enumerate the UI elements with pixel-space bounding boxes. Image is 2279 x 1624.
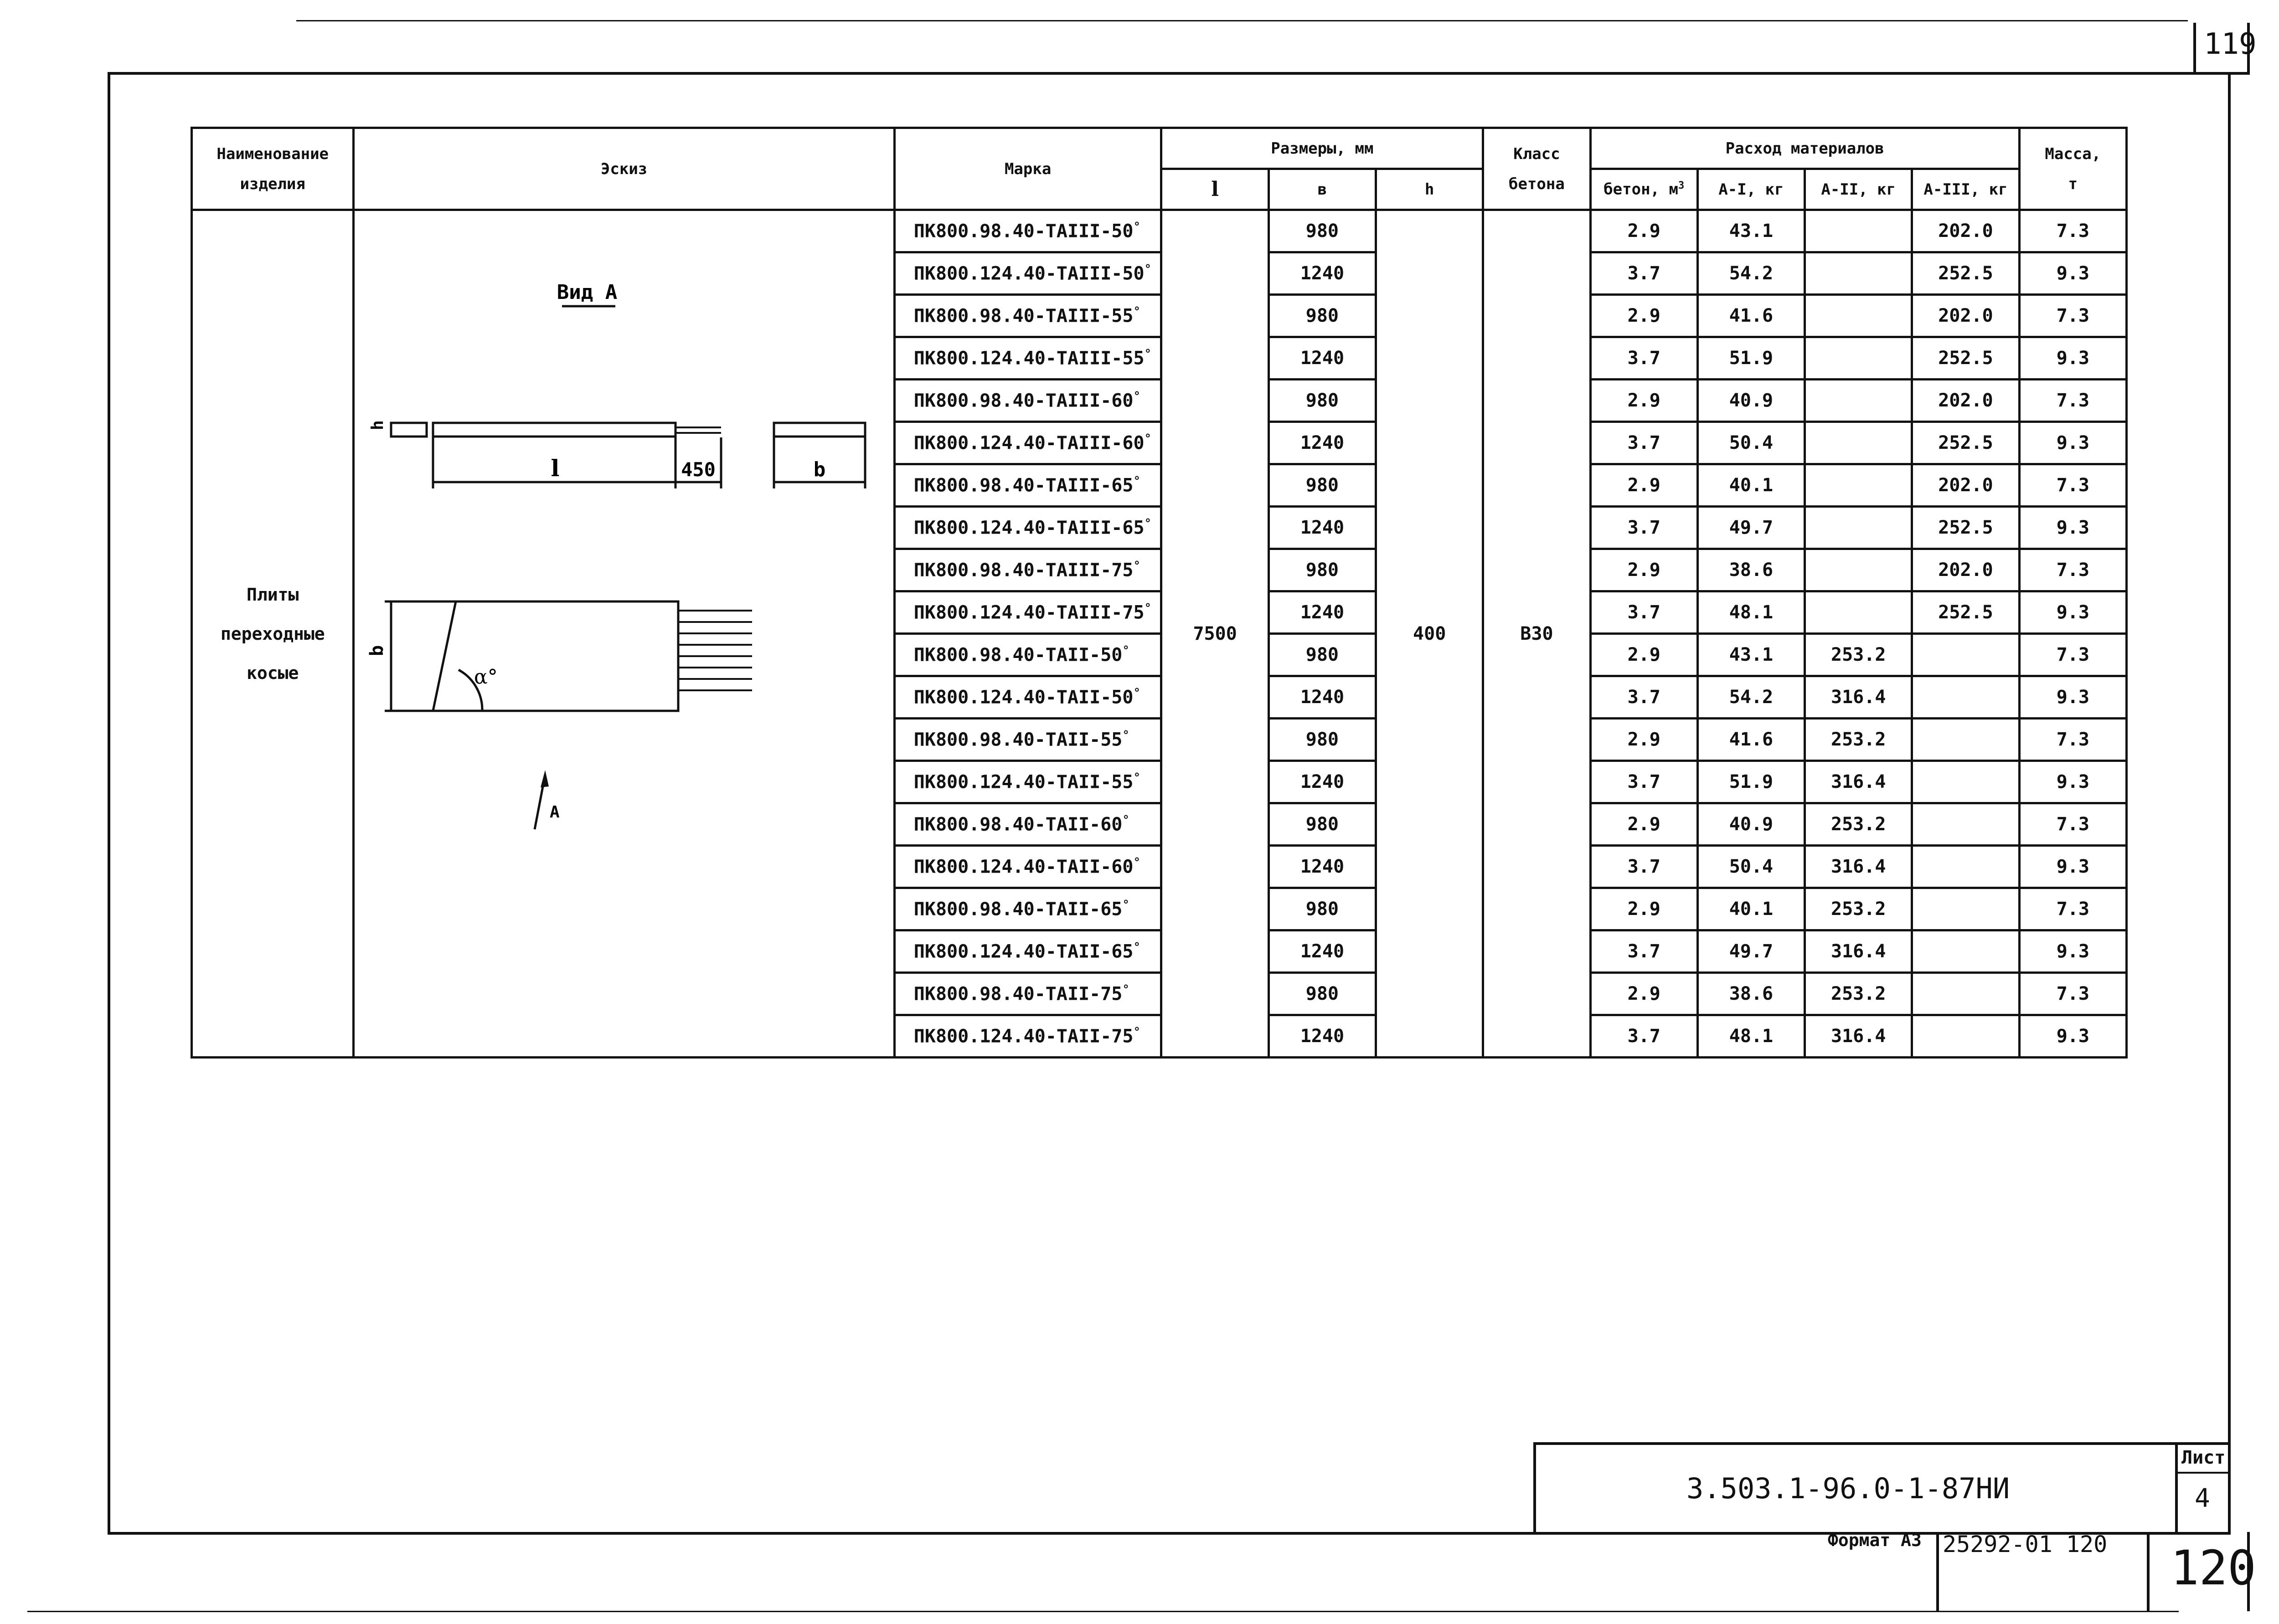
a2-cell	[1805, 337, 1912, 380]
header-a3: А-III, кг	[1912, 169, 2019, 210]
concrete-cell: 2.9	[1590, 295, 1697, 337]
a1-cell: 40.1	[1697, 464, 1805, 507]
concrete-cell: 3.7	[1590, 422, 1697, 464]
concrete-cell: 2.9	[1590, 380, 1697, 422]
mark-cell: ПК800.124.40-ТАII-55°	[894, 761, 1161, 803]
a3-cell: 202.0	[1912, 464, 2019, 507]
view-label: Вид А	[557, 281, 618, 304]
a3-cell	[1912, 803, 2019, 846]
mass-cell: 7.3	[2019, 719, 2126, 761]
a1-cell: 48.1	[1697, 591, 1805, 634]
product-name-cell: Плиты переходные косые	[192, 210, 354, 1058]
concrete-cell: 2.9	[1590, 210, 1697, 252]
slab-side-view	[433, 423, 675, 437]
mass-cell: 7.3	[2019, 464, 2126, 507]
concrete-cell: 3.7	[1590, 676, 1697, 719]
mark-cell: ПК800.98.40-ТАII-60°	[894, 803, 1161, 846]
a3-cell: 202.0	[1912, 549, 2019, 591]
a3-cell: 252.5	[1912, 422, 2019, 464]
a3-cell: 252.5	[1912, 591, 2019, 634]
a2-cell: 316.4	[1805, 846, 1912, 888]
width-cell: 1240	[1268, 337, 1376, 380]
width-cell: 980	[1268, 973, 1376, 1015]
a2-cell: 253.2	[1805, 973, 1912, 1015]
arrow-label: А	[550, 803, 560, 822]
height-cell: 400	[1376, 210, 1483, 1058]
mass-cell: 9.3	[2019, 1015, 2126, 1058]
title-block-top	[1533, 1442, 2231, 1445]
width-cell: 980	[1268, 295, 1376, 337]
top-right-number: 119	[2204, 27, 2257, 61]
bottom-thin-line	[27, 1611, 2179, 1612]
sheet-box-divider	[2175, 1472, 2230, 1474]
a1-cell: 41.6	[1697, 719, 1805, 761]
a1-cell: 38.6	[1697, 549, 1805, 591]
top-number-box-left	[2193, 23, 2196, 75]
mass-cell: 7.3	[2019, 973, 2126, 1015]
mark-cell: ПК800.98.40-ТАIII-75°	[894, 549, 1161, 591]
mass-cell: 9.3	[2019, 846, 2126, 888]
concrete-cell: 2.9	[1590, 549, 1697, 591]
a3-cell	[1912, 930, 2019, 973]
mark-cell: ПК800.98.40-ТАII-65°	[894, 888, 1161, 930]
rebar-ends	[678, 611, 752, 690]
a1-cell: 43.1	[1697, 634, 1805, 676]
mass-cell: 9.3	[2019, 337, 2126, 380]
mark-cell: ПК800.124.40-ТАII-75°	[894, 1015, 1161, 1058]
a3-cell	[1912, 634, 2019, 676]
mass-cell: 9.3	[2019, 761, 2126, 803]
dim-450-label: 450	[681, 458, 716, 481]
mark-cell: ПК800.124.40-ТАIII-50°	[894, 252, 1161, 295]
dim-h-label: h	[368, 420, 387, 430]
mass-cell: 7.3	[2019, 888, 2126, 930]
header-sizes: Размеры, мм	[1161, 128, 1483, 169]
width-cell: 1240	[1268, 591, 1376, 634]
width-cell: 1240	[1268, 846, 1376, 888]
concrete-cell: 3.7	[1590, 846, 1697, 888]
frame-right-border	[2228, 72, 2231, 1535]
header-size-b: в	[1268, 169, 1376, 210]
concrete-cell: 3.7	[1590, 930, 1697, 973]
mark-cell: ПК800.124.40-ТАIII-60°	[894, 422, 1161, 464]
width-cell: 980	[1268, 888, 1376, 930]
inventory-box-left	[1936, 1532, 1939, 1611]
page-number: 120	[2171, 1540, 2256, 1596]
header-materials: Расход материалов	[1590, 128, 2019, 169]
mark-cell: ПК800.124.40-ТАII-65°	[894, 930, 1161, 973]
format-label: Формат А3	[1828, 1530, 1922, 1550]
a3-cell: 202.0	[1912, 295, 2019, 337]
a2-cell: 316.4	[1805, 930, 1912, 973]
header-mark: Марка	[894, 128, 1161, 210]
width-cell: 1240	[1268, 1015, 1376, 1058]
mark-cell: ПК800.98.40-ТАII-50°	[894, 634, 1161, 676]
dim-l-label: l	[551, 455, 560, 482]
a3-cell: 202.0	[1912, 380, 2019, 422]
a3-cell	[1912, 1015, 2019, 1058]
a1-cell: 51.9	[1697, 337, 1805, 380]
header-name: Наименование изделия	[192, 128, 354, 210]
concrete-cell: 3.7	[1590, 1015, 1697, 1058]
concrete-cell: 2.9	[1590, 973, 1697, 1015]
width-cell: 980	[1268, 380, 1376, 422]
a1-cell: 50.4	[1697, 422, 1805, 464]
a2-cell	[1805, 210, 1912, 252]
angle-label: α°	[474, 665, 498, 689]
header-concrete: бетон, $м^3$	[1590, 169, 1697, 210]
width-cell: 980	[1268, 634, 1376, 676]
a2-cell: 253.2	[1805, 719, 1912, 761]
frame-top-border	[108, 72, 2250, 75]
width-cell: 1240	[1268, 422, 1376, 464]
a2-cell	[1805, 295, 1912, 337]
mark-cell: ПК800.98.40-ТАIII-60°	[894, 380, 1161, 422]
slab-side-small	[391, 423, 427, 437]
a2-cell	[1805, 422, 1912, 464]
view-arrow-head	[541, 770, 549, 787]
sheet-label: Лист	[2181, 1447, 2226, 1468]
mass-cell: 7.3	[2019, 634, 2126, 676]
a1-cell: 49.7	[1697, 507, 1805, 549]
mass-cell: 7.3	[2019, 295, 2126, 337]
a2-cell	[1805, 591, 1912, 634]
a3-cell	[1912, 676, 2019, 719]
a2-cell	[1805, 380, 1912, 422]
mass-cell: 9.3	[2019, 591, 2126, 634]
a3-cell: 252.5	[1912, 337, 2019, 380]
mass-cell: 9.3	[2019, 676, 2126, 719]
a2-cell: 316.4	[1805, 761, 1912, 803]
concrete-cell: 2.9	[1590, 719, 1697, 761]
a3-cell	[1912, 761, 2019, 803]
concrete-cell: 3.7	[1590, 591, 1697, 634]
concrete-cell: 3.7	[1590, 252, 1697, 295]
a3-cell	[1912, 973, 2019, 1015]
mass-cell: 7.3	[2019, 549, 2126, 591]
header-size-h: h	[1376, 169, 1483, 210]
a1-cell: 43.1	[1697, 210, 1805, 252]
concrete-cell: 2.9	[1590, 888, 1697, 930]
width-cell: 1240	[1268, 676, 1376, 719]
dim-b-side-label: b	[366, 645, 387, 656]
width-cell: 980	[1268, 464, 1376, 507]
a2-cell	[1805, 507, 1912, 549]
a1-cell: 49.7	[1697, 930, 1805, 973]
mark-cell: ПК800.124.40-ТАII-50°	[894, 676, 1161, 719]
concrete-cell: 2.9	[1590, 634, 1697, 676]
frame-left-border	[108, 72, 110, 1535]
a3-cell	[1912, 846, 2019, 888]
concrete-cell: 2.9	[1590, 464, 1697, 507]
slab-plan-view	[433, 601, 678, 711]
concrete-cell: 3.7	[1590, 507, 1697, 549]
mass-cell: 9.3	[2019, 930, 2126, 973]
width-cell: 980	[1268, 549, 1376, 591]
a2-cell: 253.2	[1805, 634, 1912, 676]
mass-cell: 7.3	[2019, 210, 2126, 252]
a1-cell: 50.4	[1697, 846, 1805, 888]
width-cell: 1240	[1268, 930, 1376, 973]
length-cell: 7500	[1161, 210, 1268, 1058]
mark-cell: ПК800.98.40-ТАIII-50°	[894, 210, 1161, 252]
inventory-number: 25292-01 120	[1943, 1531, 2108, 1557]
mark-cell: ПК800.124.40-ТАII-60°	[894, 846, 1161, 888]
a2-cell: 316.4	[1805, 1015, 1912, 1058]
mass-cell: 7.3	[2019, 803, 2126, 846]
a1-cell: 48.1	[1697, 1015, 1805, 1058]
mass-cell: 9.3	[2019, 422, 2126, 464]
class-cell: В30	[1483, 210, 1590, 1058]
a3-cell: 252.5	[1912, 507, 2019, 549]
a3-cell	[1912, 888, 2019, 930]
title-block-left	[1533, 1442, 1536, 1533]
width-cell: 1240	[1268, 252, 1376, 295]
width-cell: 980	[1268, 803, 1376, 846]
concrete-cell: 3.7	[1590, 337, 1697, 380]
a1-cell: 40.9	[1697, 380, 1805, 422]
a2-cell: 253.2	[1805, 803, 1912, 846]
mark-cell: ПК800.124.40-ТАIII-75°	[894, 591, 1161, 634]
page-box-left	[2147, 1532, 2150, 1611]
width-cell: 980	[1268, 210, 1376, 252]
a2-cell	[1805, 464, 1912, 507]
a1-cell: 51.9	[1697, 761, 1805, 803]
width-cell: 1240	[1268, 761, 1376, 803]
header-sketch: Эскиз	[354, 128, 894, 210]
mark-cell: ПК800.124.40-ТАIII-55°	[894, 337, 1161, 380]
slab-end-view	[774, 423, 865, 437]
mass-cell: 9.3	[2019, 507, 2126, 549]
concrete-cell: 2.9	[1590, 803, 1697, 846]
header-a2: А-II, кг	[1805, 169, 1912, 210]
a2-cell	[1805, 252, 1912, 295]
a1-cell: 40.1	[1697, 888, 1805, 930]
a1-cell: 54.2	[1697, 676, 1805, 719]
document-code: 3.503.1-96.0-1-87НИ	[1686, 1472, 2010, 1505]
top-thin-line	[296, 20, 2188, 21]
a3-cell: 252.5	[1912, 252, 2019, 295]
width-cell: 1240	[1268, 507, 1376, 549]
sketch-drawing	[355, 210, 892, 1030]
a2-cell	[1805, 549, 1912, 591]
width-cell: 980	[1268, 719, 1376, 761]
a3-cell: 202.0	[1912, 210, 2019, 252]
a3-cell	[1912, 719, 2019, 761]
a2-cell: 316.4	[1805, 676, 1912, 719]
dim-b-label: b	[813, 458, 826, 481]
a1-cell: 38.6	[1697, 973, 1805, 1015]
mark-cell: ПК800.124.40-ТАIII-65°	[894, 507, 1161, 549]
header-size-l: l	[1161, 169, 1268, 210]
sheet-number: 4	[2195, 1484, 2210, 1513]
header-mass: Масса, т	[2019, 128, 2126, 210]
a2-cell: 253.2	[1805, 888, 1912, 930]
sheet-box-left	[2175, 1442, 2178, 1533]
mark-cell: ПК800.98.40-ТАIII-65°	[894, 464, 1161, 507]
header-a1: А-I, кг	[1697, 169, 1805, 210]
header-concrete-class: Класс бетона	[1483, 128, 1590, 210]
a1-cell: 41.6	[1697, 295, 1805, 337]
a1-cell: 40.9	[1697, 803, 1805, 846]
mark-cell: ПК800.98.40-ТАII-55°	[894, 719, 1161, 761]
mass-cell: 7.3	[2019, 380, 2126, 422]
mark-cell: ПК800.98.40-ТАII-75°	[894, 973, 1161, 1015]
a1-cell: 54.2	[1697, 252, 1805, 295]
mass-cell: 9.3	[2019, 252, 2126, 295]
concrete-cell: 3.7	[1590, 761, 1697, 803]
mark-cell: ПК800.98.40-ТАIII-55°	[894, 295, 1161, 337]
